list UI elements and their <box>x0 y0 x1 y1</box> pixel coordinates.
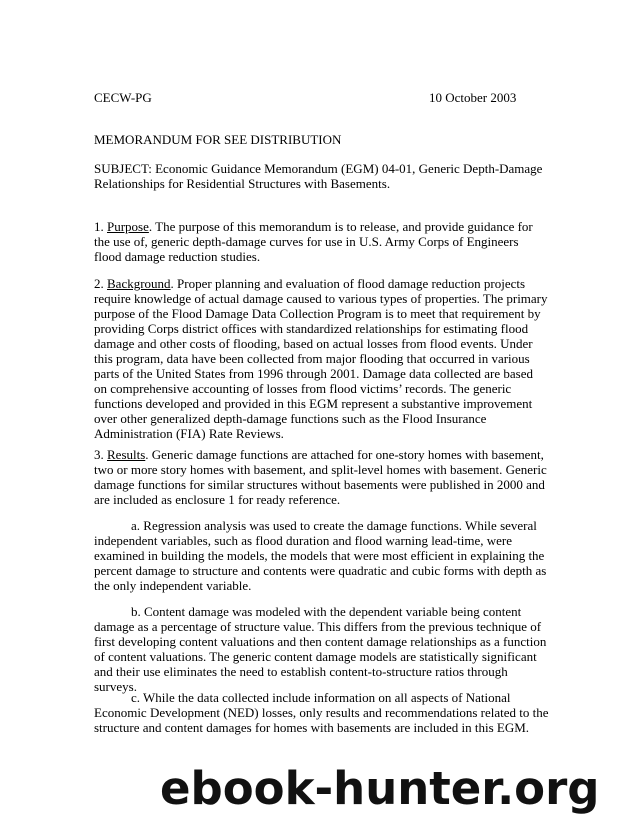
paragraph-number: 2. <box>94 276 107 291</box>
memo-subject: SUBJECT: Economic Guidance Memorandum (EGM) 04-01, Generic Depth-Damage Relationships for Residential Structures with Basements. <box>94 161 543 191</box>
section-title-purpose: Purpose <box>107 219 149 234</box>
section-title-background: Background <box>107 276 171 291</box>
subparagraph-a: a. Regression analysis was used to create the damage functions. While several independent variables, such as flood duration and flood warning lead-time, were examined in building the models, the models that were most efficient in explaining the percent damage to structure and contents were quadratic and cubic forms with depth as the only independent variable. <box>94 518 547 593</box>
section-title-results: Results <box>107 447 146 462</box>
paragraph-number: 1. <box>94 219 107 234</box>
subparagraph-b: b. Content damage was modeled with the dependent variable being content damage as a percentage of structure value. This differs from the previous technique of first developing content valuations and then content damage relationships as a function of content valuations. The generic content damage models are statistically significant and their use eliminates the need to establish content-to-structure ratios through surveys. <box>94 604 547 694</box>
paragraph-body: . Proper planning and evaluation of flood damage reduction projects require knowledge of actual damage caused to various types of properties. The primary purpose of the Flood Damage Data Collection Program is to meet that requirement by providing Corps district offices with standardized relationships for estimating flood damage and other costs of flooding, based on actual losses from flood events. Under this program, data have been collected from major flooding that occurred in various parts of the United States from 1996 through 2001. Damage data collected are based on comprehensive accounting of losses from flood victims’ records. The generic functions developed and provided in this EGM represent a substantive improvement over other generalized depth-damage functions such as the Flood Insurance Administration (FIA) Rate Reviews. <box>94 276 548 441</box>
office-symbol: CECW-PG <box>94 90 152 105</box>
subparagraph-c: c. While the data collected include information on all aspects of National Economic Development (NED) losses, only results and recommendations related to the structure and content damages for homes with basements are included in this EGM. <box>94 690 549 735</box>
paragraph-results <box>94 447 549 507</box>
paragraph-body: . Generic damage functions are attached for one-story homes with basement, two or more story homes with basement, and split-level homes with basement. Generic damage functions for similar structures without basements were published in 2000 and are included as enclosure 1 for ready reference. <box>94 447 547 507</box>
paragraph-purpose <box>94 219 549 264</box>
watermark: ebook-hunter.org <box>160 762 600 815</box>
paragraph-background <box>94 276 549 441</box>
memo-heading: MEMORANDUM FOR SEE DISTRIBUTION <box>94 132 342 147</box>
paragraph-body: . The purpose of this memorandum is to release, and provide guidance for the use of, generic depth-damage curves for use in U.S. Army Corps of Engineers flood damage reduction studies. <box>94 219 533 264</box>
memo-date: 10 October 2003 <box>429 90 517 105</box>
paragraph-number: 3. <box>94 447 107 462</box>
